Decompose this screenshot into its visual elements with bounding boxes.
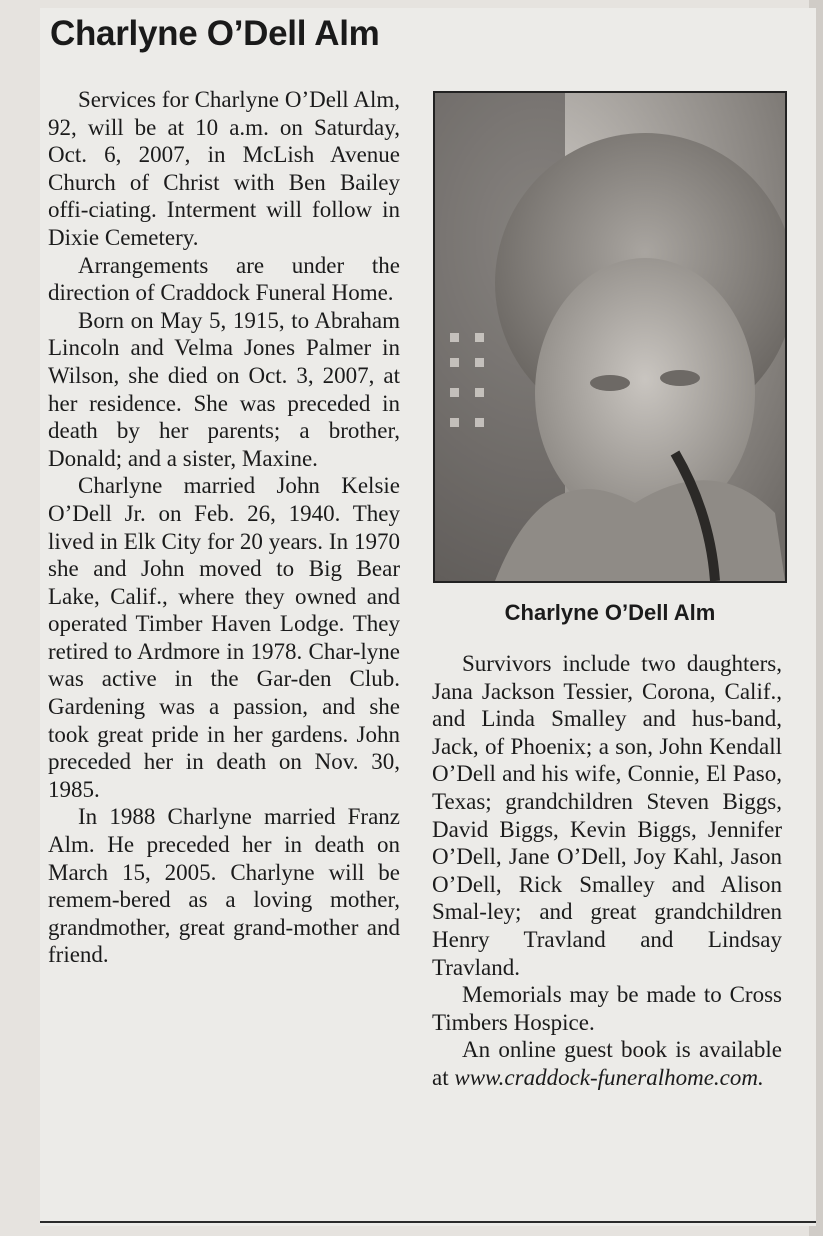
portrait-photo [433,91,787,583]
birth-paragraph: Born on May 5, 1915, to Abraham Lincoln and Velma Jones Palmer in Wilson, she died on Oct. 3, 2007, at her residence. She was preceded in death by her parents; a brother, Donald; and a sister, Maxine. [48,307,400,471]
obituary-headline: Charlyne O’Dell Alm [50,14,380,53]
services-paragraph: Services for Charlyne O’Dell Alm, 92, will be at 10 a.m. on Saturday, Oct. 6, 2007, in McLish Avenue Church of Christ with Ben Bailey offi-ciating. Interment will follow in Dixie Cemetery. [48,87,400,250]
guestbook-text: An online guest book is available at [432,1037,782,1090]
survivors-paragraph: Survivors include two daughters, Jana Jackson Tessier, Corona, Calif., and Linda Smalley and hus-band, Jack, of Phoenix; a son, John Kendall O’Dell and his wife, Connie, El Paso, Texas; grandchildren Steven Biggs, David Biggs, Kevin Biggs, Jennifer O’Dell, Jane O’Dell, Joy Kahl, Jason O’Dell, Rick Smalley and Alison Smal-ley; and great grandchildren Henry Travland and Lindsay Travland. [432,651,782,980]
guestbook-url: www.craddock-funeralhome.com. [454,1064,764,1090]
obituary-left-column [48,86,400,969]
marriage-paragraph: Charlyne married John Kelsie O’Dell Jr. on Feb. 26, 1940. They lived in Elk City for 20 years. In 1970 she and John moved to Big Bear Lake, Calif., where they owned and operated Timber Haven Lodge. They retired to Ardmore in 1978. Char-lyne was active in the Gar-den Club. Gardening was a passion, and she took great pride in her gardens. John preceded her in death on Nov. 30, 1985. [48,473,400,802]
photo-caption: Charlyne O’Dell Alm [504,600,716,625]
obituary-right-column [432,650,782,1092]
guestbook-paragraph [432,1036,782,1091]
second-marriage-paragraph: In 1988 Charlyne married Franz Alm. He preceded her in death on March 15, 2005. Charlyne will be remem-bered as a loving mother, grandmother, great grand-mother and friend. [48,804,400,968]
portrait-image [435,93,785,581]
clipping-bottom-rule [40,1221,816,1223]
arrangements-paragraph: Arrangements are under the direction of Craddock Funeral Home. [48,252,400,306]
memorials-paragraph: Memorials may be made to Cross Timbers Hospice. [432,982,782,1035]
